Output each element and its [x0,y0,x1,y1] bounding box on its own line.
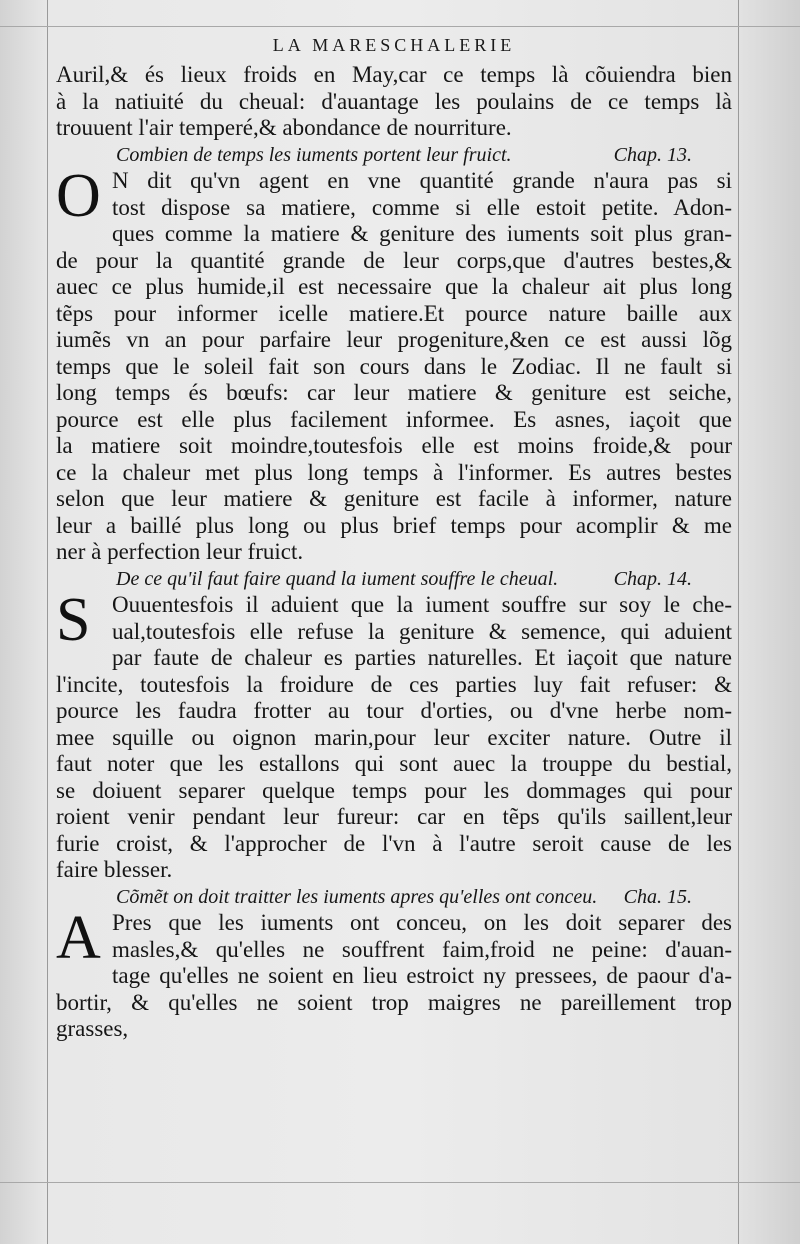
catchword: grasses, [56,1016,129,1041]
text-line: par faute de chaleur es parties naturelles. Et iaçoit que nature [112,645,732,670]
text-line: ques comme la matiere & geniture des iuments soit plus gran- [112,221,732,246]
chapter-title: Combien de temps les iuments portent leur fruict. [116,143,512,166]
text-line: la matiere soit moindre,toutesfois elle est moins froide,& pour [56,433,732,458]
text-line: se doiuent separer quelque temps pour les dommages qui pour [56,777,732,803]
chapter-number: Cha. 15. [623,885,692,908]
text-line: iumẽs vn an pour parfaire leur progeniture,&en ce est aussi lõg [56,327,732,352]
text-line: Auril,& és lieux froids en May,car ce temps là cõuiendra bien [56,62,732,87]
text-line: faut noter que les estallons qui sont auec la trouppe du bestial, [56,751,732,776]
chapter-14-paragraph [56,586,732,884]
text-line: furie croist, & l'approcher de l'vn à l'autre seroit cause de les [56,830,732,856]
text-line: ner à perfection leur fruict. [56,539,304,564]
margin-rule-left [47,0,48,1244]
text-line: Ouuentesfois il aduient que la iument souffre sur soy le che- [112,592,732,617]
margin-rule-right [738,0,739,1244]
text-line: de pour la quantité grande de leur corps,que d'autres bestes,& [56,247,732,273]
margin-rule-top [0,26,800,27]
text-line: temps que le soleil fait son cours dans le Zodiac. Il ne fault si [56,353,732,379]
running-head: LA MARESCHALERIE [272,35,516,55]
drop-cap: S [56,586,91,654]
text-line: leur a baillé plus long ou plus brief temps pour acomplir & me [56,512,732,538]
chapter-13-heading [56,142,732,169]
text-line: Pres que les iuments ont conceu, on les doit separer des [112,910,732,935]
text-line: tage qu'elles ne soient en lieu estroict ny pressees, de paour d'a- [112,963,732,988]
text-line: auec ce plus humide,il est necessaire que la chaleur ait plus long [56,274,732,299]
text-line: pource est elle plus facilement informee. Es asnes, iaçoit que [56,406,732,432]
drop-cap: A [56,904,101,972]
chapter-title: Cõmẽt on doit traitter les iuments apres qu'elles ont conceu. [116,885,598,908]
text-line: selon que leur matiere & geniture est facile à informer, nature [56,486,732,511]
text-line: N dit qu'vn agent en vne quantité grande n'aura pas si [112,168,732,193]
text-line: roient venir pendant leur fureur: car en tẽps qu'ils saillent,leur [56,804,732,829]
chapter-15-paragraph [56,904,732,1043]
text-line: ual,toutesfois elle refuse la geniture & semence, qui aduient [112,618,732,644]
chapter-15-heading [56,884,732,911]
drop-cap: O [56,162,101,230]
text-line: tost dispose sa matiere, comme si elle estoit petite. Adon- [112,194,732,220]
text-line: ce la chaleur met plus long temps à l'informer. Es autres bestes [56,459,732,485]
text-line: l'incite, toutesfois la froidure de ces parties luy fait refuser: & [56,671,732,697]
text-line: bortir, & qu'elles ne soient trop maigres ne pareillement trop [56,989,732,1015]
text-line: trouuent l'air temperé,& abondance de nourriture. [56,115,512,140]
text-line: tẽps pour informer icelle matiere.Et pource nature baille aux [56,300,732,326]
chapter-title: De ce qu'il faut faire quand la iument souffre le cheual. [116,567,559,590]
text-line: long temps és bœufs: car leur matiere & geniture est seiche, [56,380,732,405]
chapter-number: Chap. 14. [613,567,692,590]
text-line: masles,& qu'elles ne souffrent faim,froid ne peine: d'auan- [112,936,732,962]
text-block [56,28,732,1043]
intro-paragraph [56,62,732,142]
chapter-13-paragraph [56,162,732,566]
text-line: pource les faudra frotter au tour d'orties, ou d'vne herbe nom- [56,698,732,723]
text-line: faire blesser. [56,857,173,882]
chapter-number: Chap. 13. [613,143,692,166]
text-line: à la natiuité du cheual: d'auantage les poulains de ce temps là [56,88,732,114]
chapter-14-heading [56,566,732,593]
margin-rule-bottom [0,1182,800,1183]
text-line: mee squille ou oignon marin,pour leur exciter nature. Outre il [56,724,732,750]
